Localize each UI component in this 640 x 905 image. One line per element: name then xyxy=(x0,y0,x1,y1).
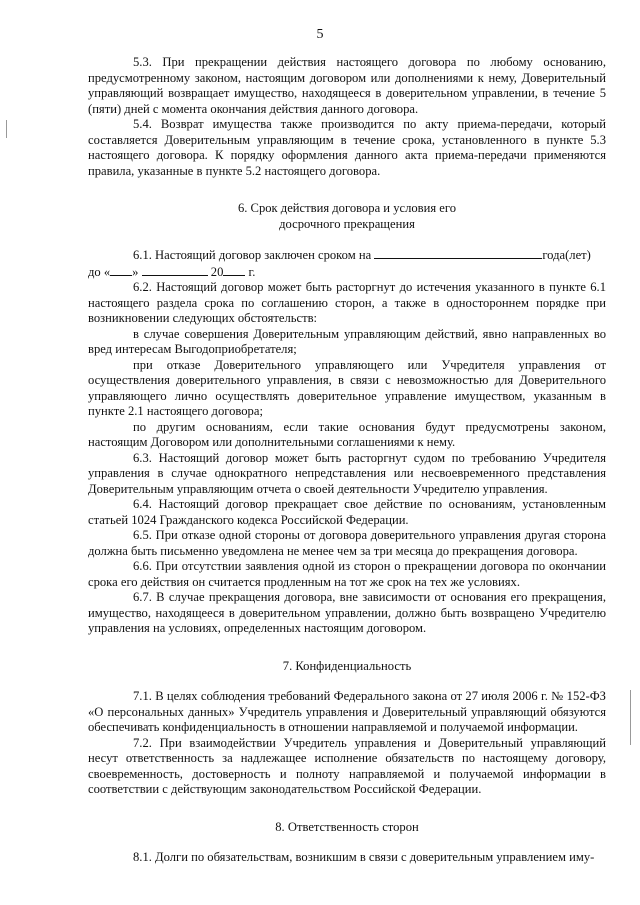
year-suffix: г. xyxy=(248,264,256,279)
clause-6-1 xyxy=(88,247,606,264)
clause-6-1-date xyxy=(88,264,606,281)
clause-6-6: 6.6. При отсутствии заявления одной из сторон о прекращении договора по окончании срока его действия он считается продленным на тот же срок на тех же условиях. xyxy=(88,559,606,589)
clause-6-2-item-b: при отказе Доверительного управляющего или Учредителя управления от осуществления доверительного управления, в связи с невозможностью для Доверительного управляющего лично осуществлять доверительное управление имуществом, указанным в пункте 2.1 настоящего договора; xyxy=(88,357,606,418)
section-7-heading: 7. Конфиденциальность xyxy=(282,658,412,673)
section-6-heading xyxy=(88,201,606,232)
clause-7-1: 7.1. В целях соблюдения требований Федерального закона от 27 июля 2006 г. № 152-ФЗ «О персональных данных» Учредитель управления и Доверительный управляющий обязуются обеспечивать конфиденциальность в отношении направляемой и получаемой информации. xyxy=(88,689,606,734)
date-prefix: до « xyxy=(88,264,111,279)
clause-5-3: 5.3. При прекращении действия настоящего договора по любому основанию, предусмотренному законом, настоящим договором или дополнениями к нему, Доверительный управляющий возвращает имущество, находящееся в доверительном управлении, в течение 5 (пяти) дней с момента окончания действия данного договора. xyxy=(88,55,606,116)
term-blank xyxy=(374,247,542,259)
section-6-heading-line1: 6. Срок действия договора и условия его xyxy=(237,201,457,215)
clause-6-7: 6.7. В случае прекращения договора, вне зависимости от основания его прекращения, имущество, находящееся в доверительном управлении, должно быть возвращено Учредителю управления на условиях, определенных настоящим договором. xyxy=(88,590,606,635)
clause-6-2: 6.2. Настоящий договор может быть расторгнут до истечения указанного в пункте 6.1 настоящего раздела срока по соглашению сторон, а также в одностороннем порядке при возникновении следующих обстоятельств: xyxy=(88,280,606,325)
clause-7-2: 7.2. При взаимодействии Учредитель управления и Доверительный управляющий несут ответственность за надлежащее исполнение обязательств по настоящему договору, своевременность, достоверность и полноту направляемой и получаемой информации в соответствии с действующим законодательством Российской Федерации. xyxy=(88,735,606,796)
month-blank xyxy=(142,264,208,276)
section-8-heading: 8. Ответственность сторон xyxy=(275,819,419,834)
clause-6-4: 6.4. Настоящий договор прекращает свое действие по основаниям, установленным статьей 1024 Гражданского кодекса Российской Федерации. xyxy=(88,497,606,527)
scan-margin-mark xyxy=(630,690,631,745)
clause-6-5: 6.5. При отказе одной стороны от договора доверительного управления другая сторона должна быть письменно уведомлена не менее чем за три месяца до прекращения договора. xyxy=(88,528,606,558)
clause-6-2-item-c: по другим основаниям, если такие основания будут предусмотрены законом, настоящим Договором или дополнительными соглашениями к нему. xyxy=(88,419,606,449)
clause-6-3: 6.3. Настоящий договор может быть расторгнут судом по требованию Учредителя управления в случае однократного непредставления или несвоевременного представления Доверительным управляющим отчета о своей деятельности Учредителю управления. xyxy=(88,450,606,496)
page-number: 5 xyxy=(316,27,324,42)
scan-margin-mark xyxy=(6,120,7,138)
year-blank xyxy=(223,264,245,276)
clause-6-1-text: 6.1. Настоящий договор заключен сроком на xyxy=(133,248,372,262)
day-blank xyxy=(110,264,132,276)
clause-6-1-unit: года(лет) xyxy=(542,248,591,262)
clause-6-2-item-a: в случае совершения Доверительным управляющим действий, явно направленных во вред интересам Выгодоприобретателя; xyxy=(88,326,606,356)
clause-8-1: 8.1. Долги по обязательствам, возникшим в связи с доверительным управлением иму- xyxy=(133,850,595,864)
date-quote: » xyxy=(132,264,139,279)
section-6-heading-line2: досрочного прекращения xyxy=(279,216,415,231)
document-body xyxy=(88,55,606,866)
year-prefix: 20 xyxy=(210,264,224,279)
clause-5-4: 5.4. Возврат имущества также производится по акту приема-передачи, который составляется Доверительным управляющим в течение срока, установленного в пункте 5.3 настоящего договора. К порядку оформления данного акта приема-передачи применяются правила, указанные в пункте 5.2 настоящего договора. xyxy=(88,117,606,178)
